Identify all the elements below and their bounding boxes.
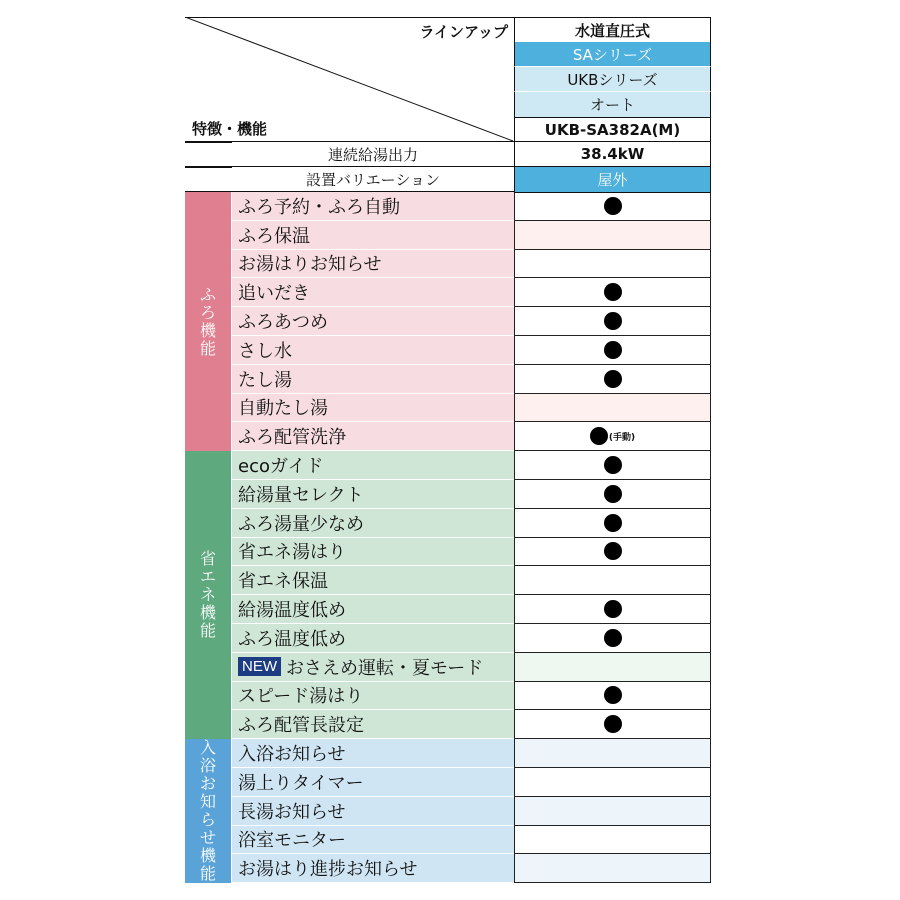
- feature-row-label: [232, 624, 514, 653]
- feature-name: ふろあつめ: [238, 312, 328, 334]
- feature-value-cell: [514, 710, 711, 739]
- feature-value-cell: [514, 307, 711, 336]
- features-label: 特徴・機能: [192, 120, 268, 138]
- feature-value-cell: [514, 538, 711, 567]
- category-label-eco: [185, 451, 231, 739]
- available-dot-icon: [604, 456, 622, 474]
- category-label-char: 機: [199, 846, 216, 866]
- feature-name: 入浴お知らせ: [238, 744, 346, 766]
- category-label-char: 能: [199, 338, 216, 358]
- feature-name: ふろ温度低め: [238, 628, 346, 650]
- feature-row-label: [232, 682, 514, 711]
- mode-header: オート: [514, 92, 711, 117]
- feature-name: ふろ配管洗浄: [238, 427, 346, 449]
- feature-row-label: [232, 192, 514, 221]
- feature-row-label: [232, 365, 514, 394]
- category-label-char: 浴: [199, 756, 216, 776]
- feature-value-cell: [514, 653, 711, 682]
- feature-name: 浴室モニター: [238, 830, 346, 852]
- category-label-notify: [185, 739, 231, 883]
- category-label-char: ろ: [199, 302, 216, 322]
- feature-name: ふろ配管長設定: [238, 715, 364, 737]
- category-label-char: 能: [199, 621, 216, 641]
- available-dot-icon: [604, 686, 622, 704]
- category-label-char: ふ: [199, 284, 216, 304]
- feature-row-label: [232, 595, 514, 624]
- feature-row-label: [232, 480, 514, 509]
- feature-value-cell: [514, 854, 711, 883]
- feature-name: 湯上りタイマー: [238, 772, 364, 794]
- header-separator-short: [185, 141, 232, 143]
- category-label-char: 入: [199, 738, 216, 758]
- feature-row-label: [232, 250, 514, 279]
- install-value: 屋外: [514, 167, 711, 192]
- available-dot-icon: [604, 341, 622, 359]
- category-label-char: せ: [199, 828, 216, 848]
- feature-name: ふろ保温: [238, 225, 310, 247]
- feature-row-label: [232, 509, 514, 538]
- category-label-char: 省: [199, 549, 216, 569]
- new-badge: NEW: [238, 657, 281, 676]
- feature-value-cell: [514, 365, 711, 394]
- feature-name: 省エネ保温: [238, 571, 328, 593]
- feature-value-cell: [514, 509, 711, 538]
- category-label-char: ネ: [199, 585, 216, 605]
- feature-row-label: [232, 278, 514, 307]
- install-label: 設置バリエーション: [305, 171, 441, 189]
- available-dot-icon: [604, 629, 622, 647]
- feature-value-cell: [514, 595, 711, 624]
- feature-value-cell: [514, 336, 711, 365]
- category-label-bath: [185, 192, 231, 451]
- feature-value-cell: [514, 480, 711, 509]
- feature-name: お湯はり進捗お知らせ: [238, 859, 418, 881]
- product-type-header: 水道直圧式: [514, 17, 711, 42]
- output-separator-short: [185, 166, 232, 168]
- available-dot-icon: [604, 485, 622, 503]
- available-dot-icon: [604, 312, 622, 330]
- available-dot-icon: [604, 283, 622, 301]
- feature-row-label: [232, 653, 514, 682]
- feature-row-label: [232, 826, 514, 855]
- sub-series-header: UKBシリーズ: [514, 67, 711, 92]
- category-label-char: 能: [199, 864, 216, 884]
- feature-name: たし湯: [238, 369, 292, 391]
- feature-value-cell: [514, 566, 711, 595]
- available-dot-icon: [604, 715, 622, 733]
- feature-row-label: [232, 451, 514, 480]
- feature-name: 給湯量セレクト: [238, 484, 364, 506]
- feature-row-label: [232, 739, 514, 768]
- feature-value-cell: [514, 250, 711, 279]
- feature-row-label: [232, 307, 514, 336]
- feature-row-label: [232, 221, 514, 250]
- feature-name: 自動たし湯: [238, 398, 328, 420]
- feature-name: ecoガイド: [238, 456, 324, 478]
- feature-row-label: [232, 710, 514, 739]
- model-header: UKB-SA382A(M): [514, 117, 711, 142]
- feature-name: 長湯お知らせ: [238, 801, 346, 823]
- available-dot-icon: [604, 370, 622, 388]
- available-dot-icon: [604, 514, 622, 532]
- feature-name: 給湯温度低め: [238, 600, 346, 622]
- feature-value-cell: [514, 394, 711, 423]
- output-label: 連続給湯出力: [327, 146, 418, 164]
- available-dot-icon: [604, 197, 622, 215]
- feature-value-cell: [514, 797, 711, 826]
- category-label-char: 機: [199, 603, 216, 623]
- feature-value-cell: [514, 422, 711, 451]
- value-note: (手動): [608, 432, 636, 443]
- output-value: 38.4kW: [514, 142, 711, 167]
- feature-name: さし水: [238, 340, 292, 362]
- feature-name: ふろ予約・ふろ自動: [238, 196, 400, 218]
- category-label-char: お: [199, 774, 216, 794]
- feature-row-label: [232, 336, 514, 365]
- feature-value-cell: [514, 826, 711, 855]
- feature-row-label: [232, 797, 514, 826]
- available-dot-icon: [604, 542, 622, 560]
- feature-name: スピード湯はり: [238, 686, 364, 708]
- feature-name: お湯はりお知らせ: [238, 254, 382, 276]
- value-column-top-border: [514, 192, 711, 193]
- feature-value-cell: [514, 768, 711, 797]
- feature-row-label: [232, 422, 514, 451]
- category-label-char: ら: [199, 810, 216, 830]
- feature-value-cell: [514, 739, 711, 768]
- feature-row-label: [232, 768, 514, 797]
- feature-name: おさえめ運転・夏モード: [286, 657, 484, 679]
- feature-name: 省エネ湯はり: [238, 542, 346, 564]
- feature-row-label: [232, 566, 514, 595]
- feature-value-cell: [514, 192, 711, 221]
- available-dot-icon: [590, 427, 608, 445]
- feature-row-label: [232, 394, 514, 423]
- feature-name: 追いだき: [238, 283, 310, 305]
- feature-value-cell: [514, 221, 711, 250]
- category-label-char: 知: [199, 792, 216, 812]
- feature-row-label: [232, 854, 514, 883]
- series-header: SAシリーズ: [514, 42, 711, 67]
- category-label-char: エ: [199, 567, 216, 587]
- category-label-char: 機: [199, 320, 216, 340]
- feature-value-cell: [514, 624, 711, 653]
- lineup-label: ラインアップ: [419, 23, 508, 41]
- feature-value-cell: [514, 278, 711, 307]
- available-dot-icon: [604, 600, 622, 618]
- feature-row-label: [232, 538, 514, 567]
- feature-name: ふろ湯量少なめ: [238, 513, 364, 535]
- feature-value-cell: [514, 451, 711, 480]
- feature-value-cell: [514, 682, 711, 711]
